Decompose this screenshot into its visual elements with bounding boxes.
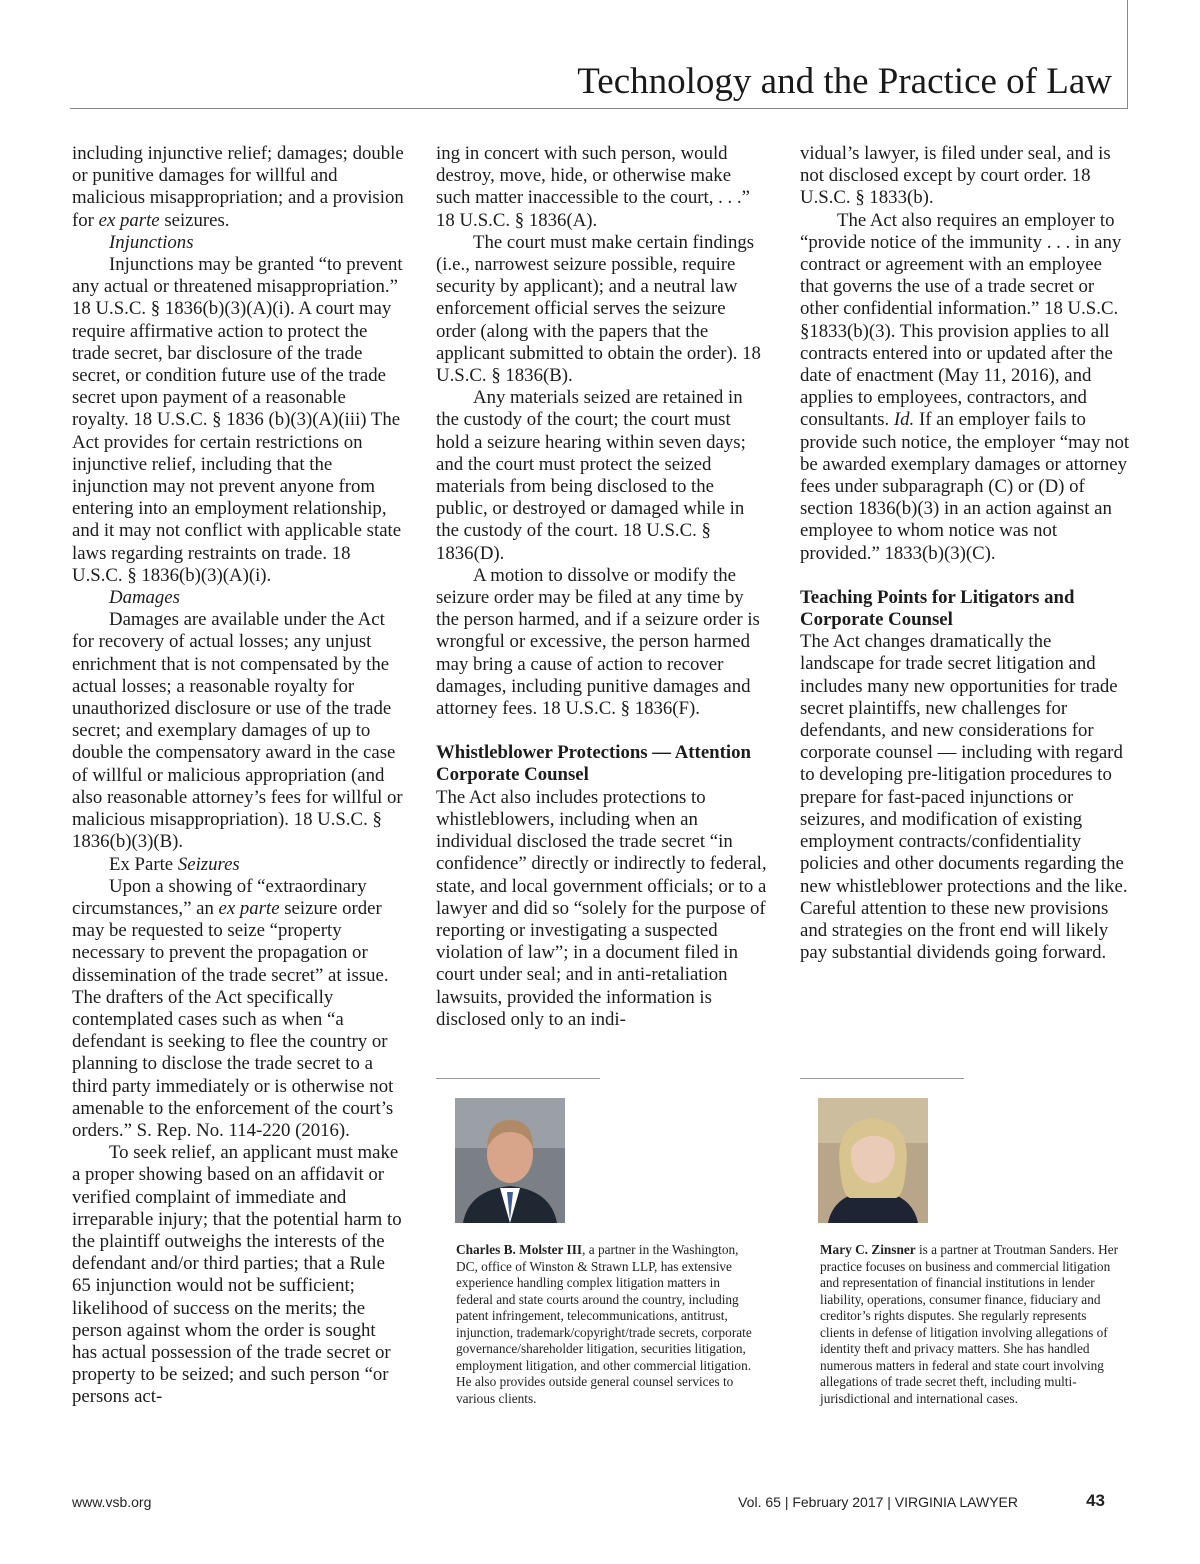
- subheading-seizures: Ex Parte Seizures: [109, 853, 240, 875]
- header-horizontal-rule: [70, 108, 1128, 109]
- header-vertical-rule: [1127, 0, 1128, 108]
- paragraph: Any materials seized are retained in the custody of the court; the court must hold a seizure hearing within seven days; and the court must protect the seized materials from being disclosed to the public, or destroyed or damaged while in the custody of the court. 18 U.S.C. § 1836(D).: [436, 387, 746, 564]
- author-photo-molster: [455, 1098, 565, 1223]
- paragraph: The Act also requires an employer to “provide notice of the immunity . . . in any contract or agreement with an employee that governs the use of a trade secret or other confidential information.” 18 U.S.C. §1833(b)(3). This provision applies to all contracts entered into or updated after the date of enactment (May 11, 2016), and applies to employees, contractors, and consultants. Id. If an employer fails to provide such notice, the employer “may not be awarded exemplary damages or attorney fees under subparagraph (C) or (D) of section 1836(b)(3) in an action against an employee to whom notice was not provided.” 1833(b)(3)(C).: [800, 209, 1130, 564]
- bio-rule: [800, 1078, 964, 1079]
- author-photo-zinsner: [818, 1098, 928, 1223]
- paragraph: ing in concert with such person, would destroy, move, hide, or otherwise make such matter inaccessible to the court, . . .” 18 U.S.C. § 1836(A).: [436, 143, 750, 231]
- paragraph: The Act changes dramatically the landscape for trade secret litigation and includes many new opportunities for trade secret plaintiffs, new challenges for defendants, and new considerations for corporate counsel — including with regard to developing pre-litigation procedures to prepare for fast-paced injunctions or seizures, and modification of existing employment contracts/confidentiality policies and other documents regarding the new whistleblower protections and the like. Careful attention to these new provisions and strategies on the front end will likely pay substantial dividends going forward.: [800, 631, 1128, 964]
- section-heading-whistleblower: Whistleblower Protections — Attention Corporate Counsel: [436, 742, 751, 786]
- footer-url: www.vsb.org: [72, 1494, 152, 1510]
- paragraph: The court must make certain findings (i.e., narrowest seizure possible, require security by applicant); and a neutral law enforcement official serves the seizure order (along with the papers that the applicant submitted to obtain the order). 18 U.S.C. § 1836(B).: [436, 231, 761, 387]
- subheading-injunctions: Injunctions: [109, 231, 194, 253]
- article-column-1: [72, 143, 404, 1409]
- bio-rule: [436, 1078, 600, 1079]
- paragraph: including injunctive relief; damages; double or punitive damages for willful and malicious misappropriation; and a provision for ex parte seizures.: [72, 143, 404, 231]
- paragraph: The Act also includes protections to whistleblowers, including when an individual disclosed the trade secret “in confidence” directly or indirectly to federal, state, and local government officials; or to a lawyer and did so “solely for the purpose of reporting or investigating a suspected violation of law”; in a document filed in court under seal; and in anti-retaliation lawsuits, provided the information is disclosed only to an indi-: [436, 786, 767, 1030]
- paragraph: Damages are available under the Act for recovery of actual losses; any unjust enrichment that is not compensated by the actual losses; a reasonable royalty for unauthorized disclosure or use of the trade secret; and exemplary damages of up to double the compensatory award in the case of willful or malicious appropriation (and also reasonable attorney’s fees for willful or malicious misappropriation). 18 U.S.C. § 1836(b)(3)(B).: [72, 609, 403, 853]
- paragraph: A motion to dissolve or modify the seizure order may be filed at any time by the person harmed, and if a seizure order is wrongful or excessive, the person harmed may bring a cause of action to recover damages, including punitive damages and attorney fees. 18 U.S.C. § 1836(F).: [436, 564, 760, 720]
- section-title: Technology and the Practice of Law: [577, 61, 1112, 102]
- section-heading-teaching-points: Teaching Points for Litigators and Corporate Counsel: [800, 586, 1075, 631]
- article-column-2: [436, 143, 768, 1031]
- paragraph: Injunctions may be granted “to prevent any actual or threatened misappropriation.” 18 U.S.C. § 1836(b)(3)(A)(i). A court may require affirmative action to protect the trade secret, bar disclosure of the trade secret, or condition future use of the trade secret upon payment of a reasonable royalty. 18 U.S.C. § 1836 (b)(3)(A)(iii) The Act provides for certain restrictions on injunctive relief, including that the injunction may not prevent anyone from entering into an employment relationship, and it may not conflict with applicable state laws regarding restraints on trade. 18 U.S.C. § 1836(b)(3)(A)(i).: [72, 254, 403, 586]
- paragraph: To seek relief, an applicant must make a proper showing based on an affidavit or verified complaint of immediate and irreparable injury; that the potential harm to the plaintiff outweighs the interests of the defendant and/or third parties; that a Rule 65 injunction would not be sufficient; likelihood of success on the merits; the person against whom the order is sought has actual possession of the trade secret or property to be seized; and such person “or persons act-: [72, 1142, 402, 1408]
- paragraph: vidual’s lawyer, is filed under seal, and is not disclosed except by court order. 18 U.S.C. § 1833(b).: [800, 143, 1111, 209]
- page-number: 43: [1086, 1491, 1105, 1510]
- footer-issue: Vol. 65 | February 2017 | VIRGINIA LAWYER: [738, 1494, 1018, 1510]
- article-column-3: [800, 143, 1130, 964]
- author-bio-molster: Charles B. Molster III, a partner in the Washington, DC, office of Winston & Strawn LLP, has extensive experience handling complex litigation matters in federal and state courts around the country, including patent infringement, telecommunications, antitrust, injunction, trademark/copyright/trade secrets, corporate governance/shareholder litigation, securities litigation, employment litigation, and other commercial litigation. He also provides outside general counsel services to various clients.: [456, 1242, 752, 1406]
- paragraph: Upon a showing of “extraordinary circumstances,” an ex parte seizure order may be requested to seize “property necessary to prevent the propagation or dissemination of the trade secret” at issue. The drafters of the Act specifically contemplated cases such as when “a defendant is seeking to flee the country or planning to disclose the trade secret to a third party immediately or is otherwise not amenable to the enforcement of the court’s orders.” S. Rep. No. 114-220 (2016).: [72, 875, 394, 1141]
- author-bio-zinsner: Mary C. Zinsner is a partner at Troutman Sanders. Her practice focuses on business and commercial litigation and representation of financial institutions in lender liability, operations, consumer finance, fiduciary and creditor’s rights disputes. She regularly represents clients in defense of litigation involving allegations of identity theft and privacy matters. She has handled numerous matters in federal and state court involving allegations of trade secret theft, including multi-jurisdictional and international cases.: [820, 1242, 1119, 1406]
- subheading-damages: Damages: [109, 587, 180, 609]
